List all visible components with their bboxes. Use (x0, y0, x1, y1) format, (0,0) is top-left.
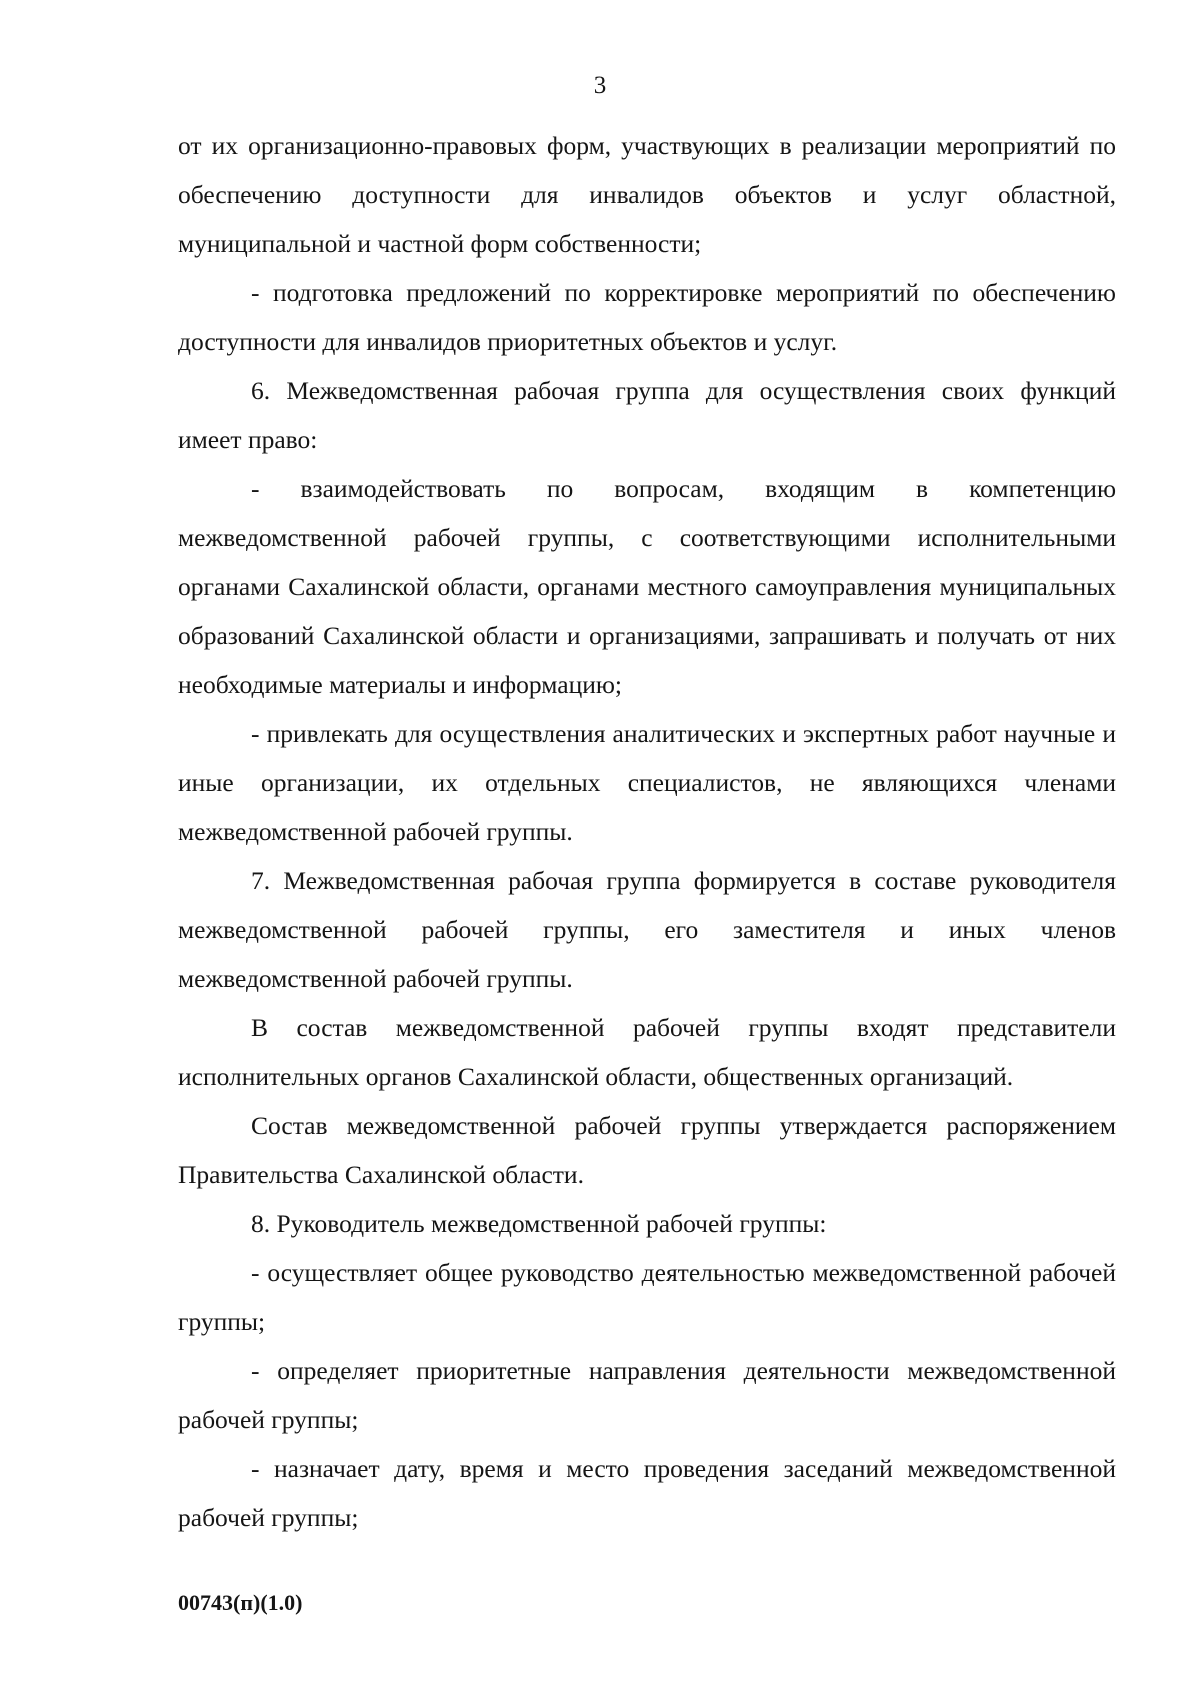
paragraph: 8. Руководитель межведомственной рабочей группы: (251, 1209, 827, 1238)
paragraph: - определяет приоритетные направления деятельности межведомственной рабочей группы; (178, 1356, 1116, 1434)
paragraph: 6. Межведомственная рабочая группа для осуществления своих функций имеет право: (178, 376, 1116, 454)
paragraph: - привлекать для осуществления аналитических и экспертных работ научные и иные организации, их отдельных специалистов, не являющихся членами межведомственной рабочей группы. (178, 719, 1116, 846)
paragraph: от их организационно-правовых форм, участвующих в реализации мероприятий по обеспечению доступности для инвалидов объектов и услуг областной, муниципальной и частной форм собственности; (178, 131, 1116, 258)
paragraph: Состав межведомственной рабочей группы утверждается распоряжением Правительства Сахалинской области. (178, 1111, 1116, 1189)
page-number: 3 (593, 72, 607, 99)
paragraph: - взаимодействовать по вопросам, входящим в компетенцию межведомственной рабочей группы, с соответствующими исполнительными органами Сахалинской области, органами местного самоуправления муниципальных образований Сахалинской области и организациями, запрашивать и получать от них необходимые материалы и информацию; (178, 474, 1116, 699)
document-code: 00743(п)(1.0) (178, 1590, 303, 1615)
paragraph: В состав межведомственной рабочей группы входят представители исполнительных органов Сахалинской области, общественных организаций. (178, 1013, 1116, 1091)
paragraph: - осуществляет общее руководство деятельностью межведомственной рабочей группы; (178, 1258, 1116, 1336)
paragraph: - подготовка предложений по корректировке мероприятий по обеспечению доступности для инвалидов приоритетных объектов и услуг. (178, 278, 1116, 356)
paragraph: - назначает дату, время и место проведения заседаний межведомственной рабочей группы; (178, 1454, 1116, 1532)
paragraph: 7. Межведомственная рабочая группа формируется в составе руководителя межведомственной рабочей группы, его заместителя и иных членов межведомственной рабочей группы. (178, 866, 1116, 993)
body-text (178, 121, 1116, 1542)
